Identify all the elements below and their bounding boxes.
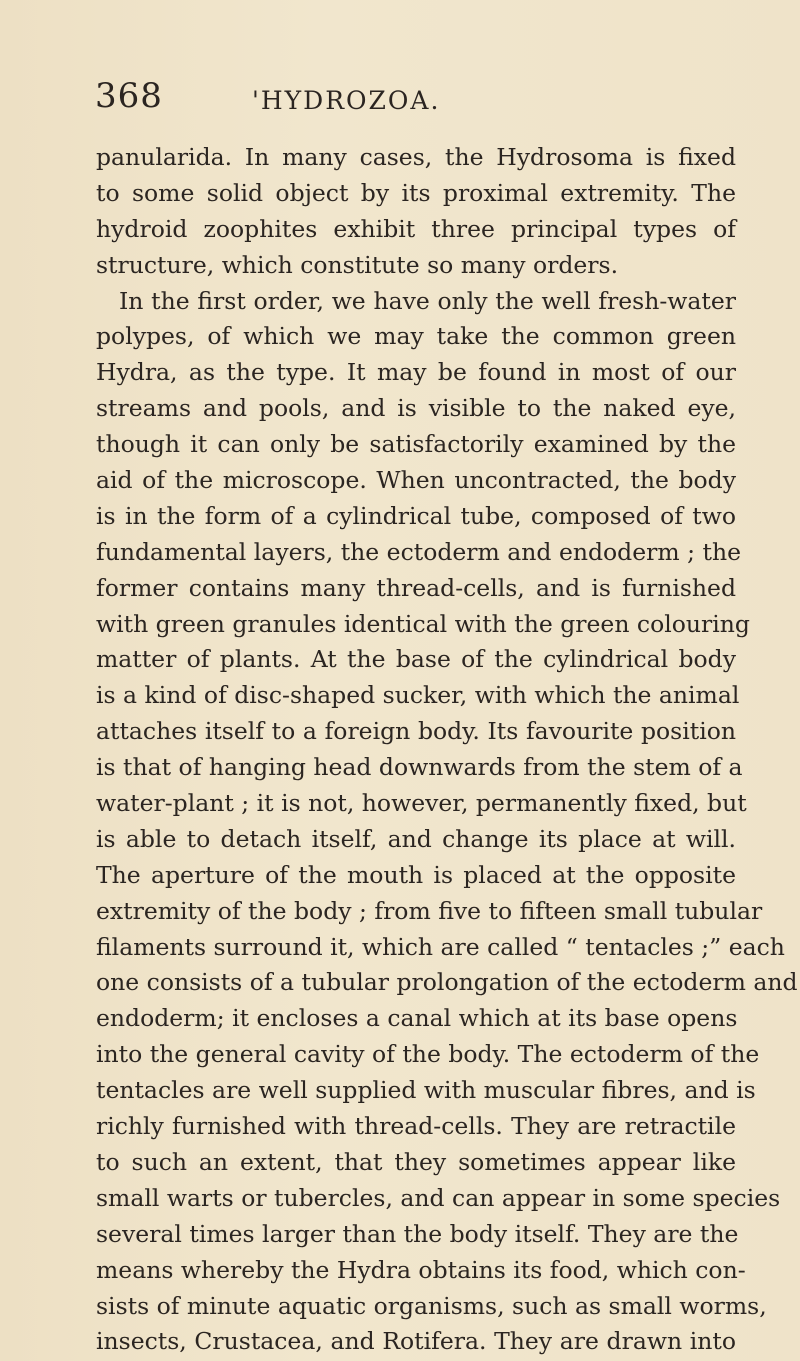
text-line: to such an extent, that they sometimes appear like — [96, 1147, 736, 1176]
text-line: hydroid zoophites exhibit three principal types of — [96, 214, 736, 243]
text-line: several times larger than the body itself. They are the — [96, 1219, 739, 1248]
text-line: is a kind of disc-shaped sucker, with which the animal — [96, 681, 740, 710]
text-line: former contains many thread-cells, and is furnished — [96, 573, 736, 602]
text-line: filaments surround it, which are called “ tentacles ;” each — [96, 932, 785, 961]
text-line: panularida. In many cases, the Hydrosoma is fixed — [96, 143, 736, 171]
text-line: Hydra, as the type. It may be found in most of our — [96, 358, 736, 387]
text-line: small warts or tubercles, and can appear in some species — [96, 1183, 781, 1212]
text-line: structure, which constitute so many orders. — [96, 250, 619, 279]
text-line: In the first order, we have only the well fresh-water — [119, 286, 736, 315]
body-text — [96, 140, 798, 1360]
text-line: tentacles are well supplied with muscular fibres, and is — [96, 1076, 756, 1105]
text-line: attaches itself to a foreign body. Its favourite position — [96, 717, 736, 746]
text-line: extremity of the body ; from five to fifteen small tubular — [96, 896, 763, 925]
text-line: one consists of a tubular prolongation of the ectoderm and — [96, 968, 798, 997]
text-line: is able to detach itself, and change its place at will. — [96, 824, 736, 853]
text-line: though it can only be satisfactorily examined by the — [96, 430, 736, 459]
page-number: 368 — [95, 76, 163, 116]
text-line: endoderm; it encloses a canal which at its base opens — [96, 1004, 738, 1033]
text-line: insects, Crustacea, and Rotifera. They are drawn into — [96, 1327, 736, 1356]
text-line: richly furnished with thread-cells. They are retractile — [96, 1112, 736, 1141]
text-line: is in the form of a cylindrical tube, composed of two — [96, 501, 736, 530]
text-line: means whereby the Hydra obtains its food, which con- — [96, 1255, 746, 1284]
text-line: to some solid object by its proximal extremity. The — [96, 178, 736, 207]
text-line: fundamental layers, the ectoderm and endoderm ; the — [96, 537, 741, 566]
text-line: is that of hanging head downwards from the stem of a — [96, 753, 743, 782]
text-line: into the general cavity of the body. The ectoderm of the — [96, 1040, 760, 1069]
text-line: sists of minute aquatic organisms, such as small worms, — [96, 1291, 767, 1320]
text-line: polypes, of which we may take the common green — [96, 322, 736, 351]
text-line: The aperture of the mouth is placed at the opposite — [96, 860, 736, 889]
text-line: with green granules identical with the green colouring — [96, 609, 750, 638]
text-line: matter of plants. At the base of the cylindrical body — [96, 645, 736, 674]
text-line: streams and pools, and is visible to the naked eye, — [96, 394, 736, 423]
text-line: aid of the microscope. When uncontracted, the body — [96, 466, 736, 495]
running-head: 'HYDROZOA. — [252, 86, 441, 115]
text-line: water-plant ; it is not, however, permanently fixed, but — [96, 789, 747, 818]
